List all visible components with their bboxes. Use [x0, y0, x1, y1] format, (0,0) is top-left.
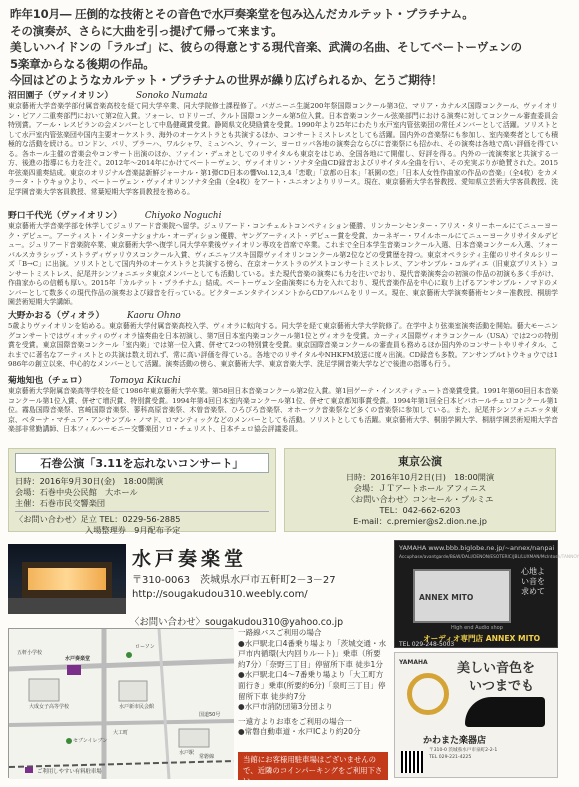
map-label: ローソン [135, 644, 155, 650]
kawamata-ad[interactable] [394, 652, 558, 778]
venue-contact[interactable]: 〈お問い合わせ〉sougakudou310@yahoo.co.jp [130, 617, 344, 628]
route-line: ●水戸市消防団第3分団より [238, 702, 333, 712]
ad-vertical-copy: 心地よい音を求めて [521, 567, 545, 596]
yamaha-logo: YAMAHA [399, 659, 428, 666]
route-line: ●水戸駅北口4番乗り場より「茨城交通・水戸市内循環(大内回りルート)」乗車（所要約7分）「奈野三丁目」停留所下車 徒歩1分 [238, 638, 387, 669]
parking-notice: 当館にお客様用駐車場はございませんので、近隣のコインパーキングをご利用下さい。 [238, 752, 388, 780]
bio-header [8, 210, 558, 222]
map-label: 大工町 [113, 730, 129, 736]
concert-ticket: 入場整理券 9月配布予定 [85, 525, 181, 535]
map-label: 五軒小学校 [17, 650, 43, 656]
ad-tel: TEL 029-221-4225 [429, 755, 472, 760]
map-label: 水戸駅 [179, 750, 195, 756]
bio-header [8, 90, 558, 102]
venue-address: 〒310-0063 茨城県水戸市五軒町2－3－27 [132, 575, 336, 586]
ad-tagline: High end Audio shop [451, 625, 503, 631]
store-icon [66, 738, 72, 744]
access-map [8, 628, 233, 778]
concert-title: 石巻公演「3.11を忘れないコンサート」 [15, 453, 269, 473]
bio-romaji: Chiyoko Noguchi [144, 211, 222, 221]
building-block [119, 681, 147, 701]
ad-copy: 美しい音色を [457, 661, 536, 676]
parking-legend-icon [25, 767, 33, 773]
intro-line: 昨年10月― 圧倒的な技術とその音色で水戸奏楽堂を包み込んだカルテット・プラチナム。 [10, 7, 474, 21]
map-label: 水戸奏楽堂 [65, 656, 91, 662]
horn-icon [407, 673, 449, 715]
bio-numata [8, 90, 558, 197]
venue-url[interactable]: http://sougakudou310.weebly.com/ [132, 589, 308, 600]
intro-line: 5楽章からなる後期の作品。 [10, 56, 155, 71]
ad-address: 〒310-0 茨城県水戸市泉町2-2-1 [429, 748, 498, 753]
bio-header [8, 310, 558, 322]
intro-section [10, 6, 558, 89]
concert-tokyo [284, 448, 556, 532]
concert-venue: 会場：ＪＴアートホール アフィニス [353, 483, 487, 493]
ad-shop-name: オーディオ専門店 ANNEX MITO [423, 634, 541, 643]
bio-text: 東京藝術大学音楽学部付属音楽高校を経て同大学卒業、同大学院修士課程修了。パガニーニ生誕200年祭国際コンクール第3位、マリア・カナルス国際コンクール、ヴァイオリン・ピアノ二重奏部門において第2位入賞。フォーレ、ロドリーゴ、クルト国際コンクール第5位入賞。日本音楽コンクール弦楽部門における演奏に対してコンクール審査委員会特別賞。アール・レスピランの会メンバーとして中島健蔵賞受賞。静岡県文化奨励賞を受賞。1990年より25年にわたり水戸室内管弦楽団の常任メンバーとして活躍。ソリストとして水戸室内管弦楽団や国内主要オーケストラ、海外のオーケストラとも共演するほか、コンサートミストレスとしても活躍。国内外の音楽祭にも参加し、室内楽奏者としても積極的な活動を続ける。ロンドン、パリ、ブラーハ、ワルシャワ、ミュンヘン、ウィーン、ヨーロッパ各地の演奏会ならびに音楽祭にも招かれ、その演奏は各地で高い評価を得ている。各ホール主催の音楽会やコンサート出演のほか、ファイン・デュオとしてのリサイタルも東京をはじめ、全国各地にて開催し、好評を得る。内外の一流演奏家と共演する一方、後進の指導にも力を注ぐ。2012年〜2014年にかけてベートーヴェン、ヴァイオリン・ソナタ全曲CD録音およびリサイタル全曲を行い、その充実ぶりが絶賛された。2015年弦楽四重奏結成。東京のオリジナル音楽誌新鮮ジャーナル・第1弾CD日本の響Vol.12,3,4「恋歌」「京都の日本」「祇園の恋」「日本人女性作曲家の作品の音楽」（全4枚）をカメラータ・トウキョウより、ベートーヴェン・ヴァイオリンソナタ全曲（全4枚）をアート・ユニオンよりリリース。現在、東京藝術大学名誉教授、愛知県立芸術大学客員教授、洗足学園音楽大学客員教授、常葉短期大学客員教授を務める。 [8, 102, 558, 196]
bio-romaji: Sonoko Numata [136, 91, 208, 101]
concert-date: 日時：2016年9月30日(金) 18:00開演 [15, 476, 164, 486]
intro-line: 美しいハイドンの「ラルゴ」に、彼らの得意とする現代音楽、武満の名曲、そしてベートーヴェンの [10, 40, 522, 54]
venue-name: 水戸奏楽堂 [132, 548, 248, 570]
concert-tel: TEL：042-662-6203 [379, 505, 461, 515]
bio-ohno [8, 310, 558, 370]
bio-name: 野口千代光（ヴァイオリン） [8, 211, 123, 221]
route-line: 一遠方よりお車をご利用の場合一 [238, 716, 352, 726]
map-label: 常磐線 [199, 754, 215, 760]
venue-photo [8, 544, 126, 614]
bio-name: 菊地知也（チェロ） [8, 376, 87, 386]
access-info [238, 628, 388, 738]
bio-text: 5歳よりヴァイオリンを始める。東京藝術大学付属音楽高校入学、ヴィオラに転向する。同大学を経て東京藝術大学大学院修了。在学中より弦楽室演奏活動を開始。藝大モーニングコンサートではヴィオッティのヴィオラ協奏曲を日本初演し、第7回日本室内楽コンクール第1位とヴィオラを受賞。カーティス国際ヴィオラコンクール（USA）では2つの特別賞を受賞。東京国際音楽コンクール「室内楽」では第一位入賞、併せて2つの特別賞を受賞。東京国際音楽コンクールの審査員も務めるほか国内外のコンサートやリサイタル、これまでに著名なアーティストとの共演は数え切れず、常に高い評価を得ている。各地でのリサイタルやNHKFM放送に度々出演。CD録音も多数。アンサンブルtトウキョウでは1986年の創立以来、中心的なメンバーとして活躍。演奏活動の傍ら、東京藝術大学、東京音楽大学、洗足学園音楽大学などで後進の指導も行う。 [8, 322, 558, 368]
intro-line: 今回はどのようなカルテット・プラチナムの世界が繰り広げられるか、乞うご期待！ [10, 73, 443, 87]
bio-header [8, 375, 558, 387]
ad-brand: YAMAHA www.bbb.biglobe.ne.jp/~annex/nanpai [399, 544, 555, 552]
divider [15, 511, 269, 512]
ground [8, 598, 126, 614]
shop-sign: ANNEX MITO [419, 593, 474, 602]
bio-romaji: Kaoru Ohno [127, 311, 181, 321]
bio-noguchi [8, 210, 558, 308]
concert-ishinomaki [8, 448, 276, 535]
map-label: 国道50号 [199, 712, 221, 718]
bio-text: 東京藝術大学附属音楽高等学校を経て1986年東京藝術大学卒業。第58回日本音楽コンクール第2位入賞。第1回ゲーテ・インスティテュート音楽賞受賞。1991年第60回日本音楽コンクール第1位入賞、併せて增沢賞、特別賞受賞。1994年第4回日本室内楽コンクール第1位、併せて東京都知事賞受賞。1994年第1回全日本ビバホールチェロコンクール第1位。霧島国際音楽祭、宮崎国際音楽祭、蓼科高原音楽祭、木曽音楽祭、ひろびろ音楽祭、オホーツク音楽祭など多くの音楽祭に参加している。また、紀尾井シンフォニエッタ東京、ベターナ・マチュア・アンサンブル・ノマド、ロマンティックなどのメンバーとしても活動。ソリストとしても活躍。東京藝術大学、桐朋学園大学、桐朋学園芸術短期大学音楽部非常勤講師、日本フィルハーモニー交響楽団ソロ・チェリスト、日本チェロ協会評議委員。 [8, 387, 558, 433]
concert-contact: 〈お問い合わせ〉足立 TEL：0229-56-2885 [15, 514, 181, 524]
ad-tel: TEL 029-248-5003 [399, 641, 455, 648]
ad-copy: いつまでも [469, 679, 535, 694]
window-glow [28, 568, 106, 590]
piano-icon [465, 697, 545, 727]
annex-mito-ad[interactable] [394, 540, 579, 648]
ad-brands-list: Accuphase/avantgarde/B&W/DALI/DENON/ESOTERIC/JBL/LUXMAN/McIntosh/TANNOY [399, 555, 579, 560]
concert-title: 東京公演 [398, 455, 442, 468]
concert-date: 日時：2016年10月2日(日) 18:00開演 [345, 472, 495, 482]
bio-text: 東京藝術大学音楽学部を休学してジュリアード音楽院へ留学。ジュリアード・コンチェルトコンペティション優勝、リンカーンセンター・アリス・タリーホールにてニューヨーク・デビュー。アーティスト・インターナショナル・オーディション優勝、ヤングアーティスト・デビュー賞を受賞、カーネギー・ワイルホールにてニューヨークリサイタルデビュー。ジュリアード音楽院卒業、東京藝術大学へ復学し同大学卒業後ヴァイオリン専攻を首席で卒業。これまで全日本学生音楽コンクール入選、日本音楽コンクール入選、フォーバルスカラシップ・ストラディヴァリウスコンクール入賞、ヴィエニャフスキ国際ヴァイオリンコンクール第2位などの受賞歴を持つ。東京オペラシティ主催のリサイタルシリーズ「B→C」に出演。ソリストとして国内外のオーケストラと共演する傍ら、在京オーケストラのゲストコンサートミストレス、アンサンブル・コルディエ（旧東京ブリスト）コンサートミストレス、紀尾井シンフォニエッタ東京メンバーとしても活動している。また現代音楽の演奏にも力を注いでおり、現代音楽演奏会の初演の作品の初演も多く手がけ、作曲家からの信頼も厚い。2015年「カルテット・プラチナム」結成。ペートーヴェン全曲演奏にも力を入れており、現代音楽作品を中心に取り上げるアンサンブル・ノマドのメンバーとして数多くの現代作品の演奏および録音を行っている。ビクターエンタテインメントからCDアルバムをリリース。現在、東京藝術大学演奏藝術センター准教授、桐朋学園芸術短期大学講師。 [8, 222, 559, 306]
building-block [29, 679, 59, 701]
concert-contact: 〈お問い合わせ〉コンセール・プルミエ [346, 494, 494, 504]
map-label: 水戸新市民会館 [119, 704, 155, 710]
route-line: ●常磐自動車道・水戸ICより約20分 [238, 727, 361, 737]
store-icon [126, 652, 132, 658]
map-label: セブンイレブン [73, 738, 108, 744]
intro-line: その演奏が、さらに大曲を引っ提げて帰って来ます。 [10, 23, 283, 38]
route-line: 一路線バスご利用の場合 [238, 628, 322, 637]
concert-venue: 会場：石巻中央公民館 大ホール [15, 487, 138, 497]
route-line: ●水戸駅北口4〜7番乗り場より「大工町方面行き」乗車(所要約6分)「泉町三丁目」停留所下車 徒歩約7分 [238, 670, 386, 701]
concert-email[interactable]: E-mail：c.premier@s2.dion.ne.jp [353, 516, 487, 526]
shop-front-photo [413, 569, 511, 623]
qr-code-icon[interactable] [401, 751, 423, 773]
ad-shop-name: かわまた楽器店 [423, 736, 487, 746]
bio-name: 沼田園子（ヴァイオリン） [8, 91, 114, 101]
venue-marker-icon [67, 665, 81, 675]
concert-organizer: 主催：石巻市民交響楽団 [15, 498, 106, 508]
bio-romaji: Tomoya Kikuchi [109, 376, 181, 386]
building-block [179, 729, 209, 747]
bio-name: 大野かおる（ヴィオラ） [8, 311, 105, 321]
venue-info [132, 544, 387, 602]
bio-kikuchi [8, 375, 558, 435]
map-legend: ご利用しやすい有料駐車場 [37, 769, 102, 775]
map-label: 大成女子高等学校 [29, 704, 70, 710]
